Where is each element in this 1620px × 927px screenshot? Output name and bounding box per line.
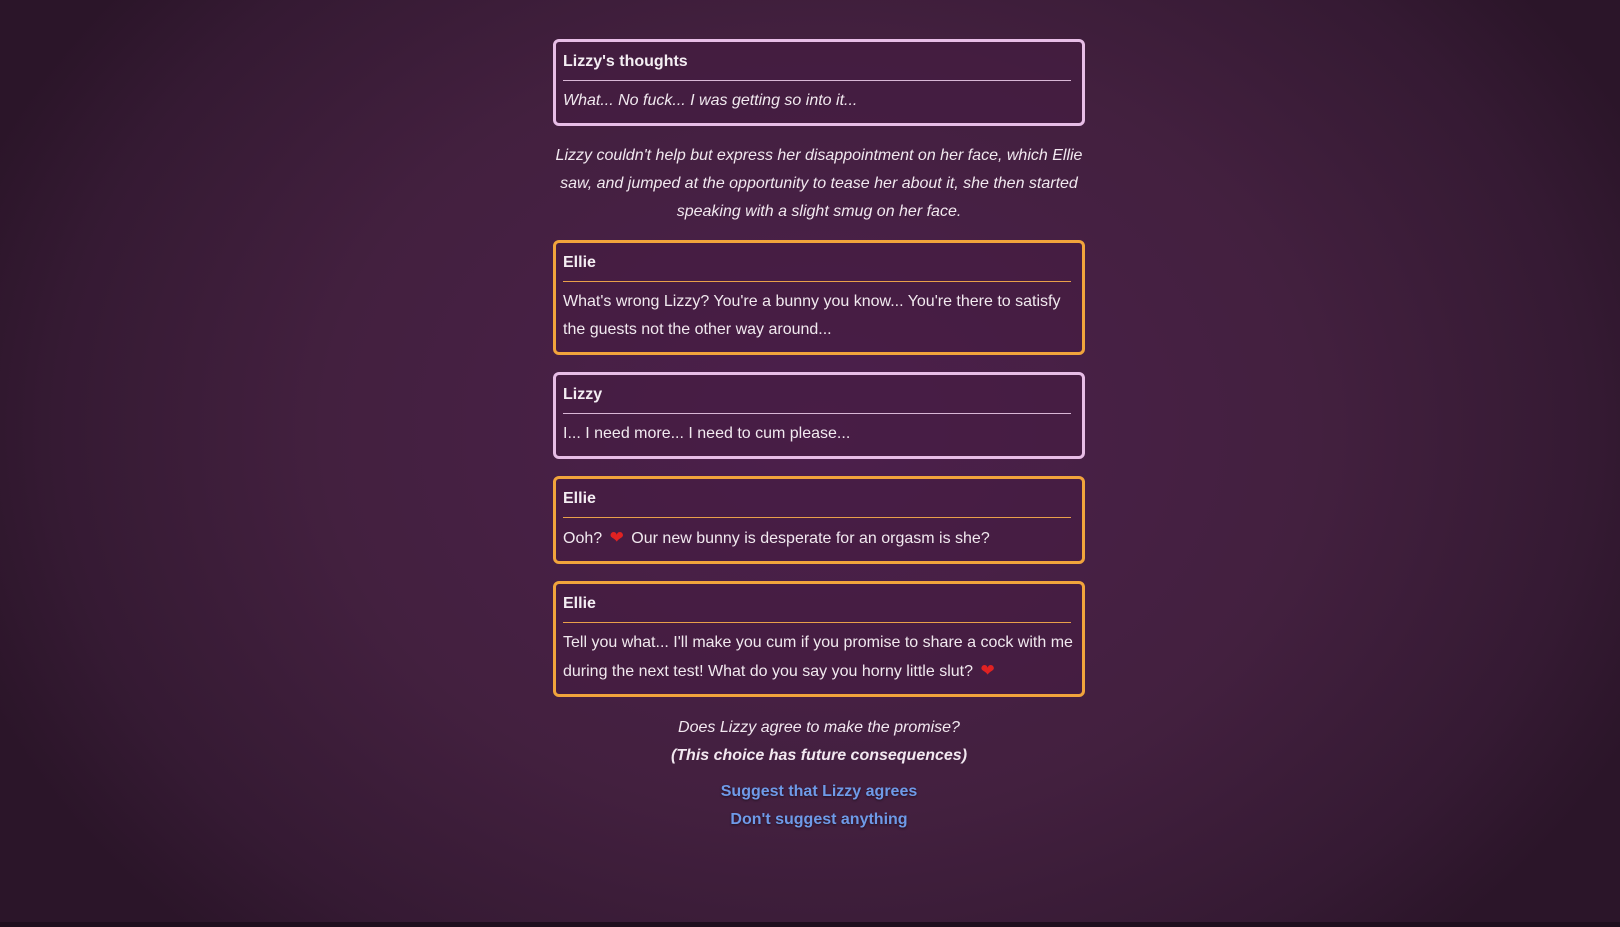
heart-icon: ❤ [980,661,995,680]
bottom-edge [0,922,1620,927]
dialogue-text [563,623,1074,686]
choice-nothing-link[interactable]: Don't suggest anything [730,811,908,828]
dialogue-text-main: Tell you what... I'll make you cum if you promise to share a cock with me during the next test! What do you say you horny little slut? [563,634,1073,680]
thoughts-box [553,39,1085,126]
choice-question: Does Lizzy agree to make the promise? [678,719,960,736]
heart-icon: ❤ [609,528,624,547]
dialogue-text [563,518,1074,553]
narration-text: Lizzy couldn't help but express her disappointment on her face, which Ellie saw, and jumped at the opportunity to tease her about it, she then started speaking with a slight smug on her face. [555,147,1083,220]
dialogue-box-lizzy [553,372,1085,459]
speaker-name: Ellie [563,594,1071,623]
choice-list [553,778,1085,834]
dialogue-text-after: Our new bunny is desperate for an orgasm is she? [631,530,990,547]
choice-agree-link[interactable]: Suggest that Lizzy agrees [720,783,918,800]
speaker-name: Lizzy [563,385,1071,414]
speaker-name: Lizzy's thoughts [563,52,1071,81]
dialogue-box-ellie [553,240,1085,355]
dialogue-text-before: Ooh? [563,530,603,547]
dialogue-box-ellie [553,476,1085,564]
speaker-name: Ellie [563,253,1071,282]
dialogue-text: I... I need more... I need to cum please... [563,425,851,442]
speaker-name: Ellie [563,489,1071,518]
story-passage [553,39,1085,834]
dialogue-box-ellie [553,581,1085,697]
consequence-note: (This choice has future consequences) [670,747,968,764]
thought-text: What... No fuck... I was getting so into it... [563,92,858,109]
dialogue-text: What's wrong Lizzy? You're a bunny you know... You're there to satisfy the guests not the other way around... [563,293,1061,338]
